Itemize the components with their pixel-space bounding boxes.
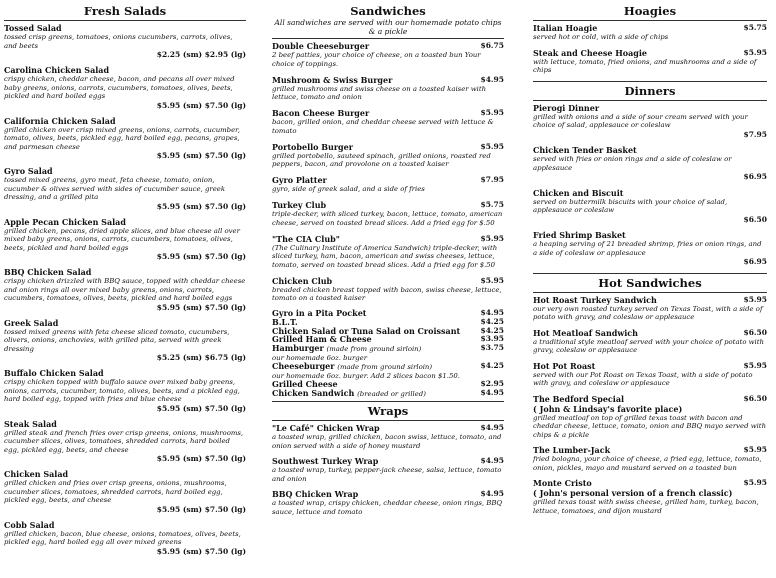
menu-item <box>4 419 246 464</box>
item-price: $5.95 (sm) $7.50 (lg) <box>156 504 246 514</box>
menu-item <box>4 166 246 211</box>
section-title-fresh-salads: Fresh Salads <box>83 4 167 18</box>
item-price: $5.95 (sm) $7.50 (lg) <box>156 151 246 160</box>
item-name: Hot Pot Roast <box>533 360 596 371</box>
item-price: $4.95 <box>480 423 504 433</box>
item-name: Pierogi Dinner <box>533 102 600 113</box>
menu-item <box>533 478 767 515</box>
item-name: Apple Pecan Chicken Salad <box>4 216 126 227</box>
item-name: Gyro Platter <box>272 175 327 185</box>
item-price: $5.75 <box>480 200 504 209</box>
menu-item <box>533 394 767 440</box>
item-name: Mushroom & Swiss Burger <box>272 74 393 85</box>
menu-item <box>533 361 767 388</box>
menu-item <box>533 295 767 322</box>
item-name: Bacon Cheese Burger <box>272 108 370 118</box>
section-title-hoagies: Hoagies <box>623 4 677 18</box>
menu-item <box>272 142 504 169</box>
item-description: crispy chicken topped with buffalo sauce over mixed baby greens, onions, carrots, cucumber, tomato, olives, beets, and a pickled egg, hard boiled egg, topped with fries and blue cheese <box>4 378 240 403</box>
item-price: $5.95 (sm) $7.50 (lg) <box>156 546 246 556</box>
item-subtitle: ( John & Lindsay's favorite place) <box>533 403 683 414</box>
item-price: $5.25 (sm) $6.75 (lg) <box>156 353 246 362</box>
item-price: $6.50 <box>743 214 767 224</box>
item-header-row <box>533 295 767 305</box>
item-price: $4.25 <box>480 316 504 326</box>
item-note: (breaded or grilled) <box>357 389 426 398</box>
section-divider <box>4 20 246 21</box>
item-name-group <box>272 389 475 399</box>
menu-item <box>272 309 504 318</box>
item-price: $5.95 <box>480 141 504 151</box>
section-divider <box>533 20 767 21</box>
section-divider <box>272 38 504 39</box>
item-name: Chicken Sandwich <box>272 387 355 398</box>
item-name: Grilled Cheese <box>272 379 338 390</box>
item-note: (made from ground sirloin) <box>337 363 433 372</box>
item-name: Chicken Salad <box>4 469 69 479</box>
item-name: Fried Shrimp Basket <box>533 230 626 240</box>
item-price: $6.95 <box>743 172 767 181</box>
item-header-row <box>272 344 504 354</box>
menu-item <box>4 520 246 557</box>
item-name: Chicken and Biscuit <box>533 187 624 198</box>
item-description: our very own roasted turkey served on Texas Toast, with a side of potato with gravy, and coleslaw or applesauce <box>533 304 763 321</box>
item-name: Portobello Burger <box>272 141 353 152</box>
menu-item <box>272 362 504 380</box>
menu-item <box>533 445 767 472</box>
menu-item <box>272 75 504 102</box>
item-name: Tossed Salad <box>4 23 62 33</box>
item-name: "The CIA Club" <box>272 233 340 244</box>
item-name: Hot Meatloaf Sandwich <box>533 327 638 338</box>
item-name: Buffalo Chicken Salad <box>4 368 104 378</box>
item-description: a traditional style meatloaf served with your choice of potato with gravy, coleslaw or applesauce <box>533 337 764 354</box>
item-name: The Lumber-Jack <box>533 445 611 455</box>
item-description: tossed crisp greens, tomatoes, onions cucumbers, carrots, olives, and beets <box>4 33 233 50</box>
item-header-row <box>533 23 767 33</box>
item-description: crispy chicken drizzled with BBQ sauce, topped with cheddar cheese and onion rings all over mixed baby greens, onions, carrots, cucumbers, tomatoes, olives, beets, pickled and hard boiled eggs <box>4 277 246 302</box>
item-price: $4.95 <box>480 387 504 397</box>
menu-item <box>272 234 504 270</box>
item-description: fried bologna, your choice of cheese, a fried egg, lettuce, tomato, onion, pickles, mayo and mustard served on a toasted bun <box>533 455 762 472</box>
menu-item <box>272 200 504 227</box>
item-name: BBQ Chicken Wrap <box>272 489 359 500</box>
item-description: grilled with onions and a side of sour cream served with your choice of salad, applesauce or coleslaw <box>533 112 748 129</box>
item-description: grilled chicken over crisp mixed greens, onions, carrots, cucumber, tomato, olives, beets, pickled egg, hard boiled egg, pecans, grapes, and parmesan cheese <box>4 125 240 151</box>
item-name: Double Cheeseburger <box>272 41 370 51</box>
menu-item <box>4 217 246 262</box>
menu-item <box>272 456 504 483</box>
item-name: BBQ Chicken Salad <box>4 267 92 277</box>
item-header-row <box>272 389 504 399</box>
item-price: $6.50 <box>743 327 767 337</box>
item-description: grilled meatloaf on top of grilled texas toast with bacon and cheddar cheese, lettuce, tomato, onion and BBQ mayo served with chips & a pickle <box>533 413 767 439</box>
item-description: served with fries or onion rings and a side of coleslaw or applesauce <box>533 155 732 172</box>
item-header-row <box>272 276 504 286</box>
item-description: with lettuce, tomato, fried onions, and mushrooms and a side of chips <box>533 57 757 74</box>
item-header-row <box>272 309 504 318</box>
menu-item <box>4 116 246 161</box>
item-description: grilled texas toast with swiss cheese, grilled ham, turkey, bacon, lettuce, tomatoes, and dijon mustard <box>533 498 759 515</box>
menu-item <box>533 23 767 42</box>
menu-item <box>533 188 767 225</box>
item-name: California Chicken Salad <box>4 115 116 126</box>
item-description: our homemade 6oz. burger. Add 2 slices bacon $1.50. <box>272 371 460 380</box>
item-description: served on buttermilk biscuits with your choice of salad, applesauce or coleslaw <box>533 197 728 214</box>
item-name: Italian Hoagie <box>533 23 598 33</box>
item-description: served hot or cold, with a side of chips <box>533 33 669 41</box>
item-name: Carolina Chicken Salad <box>4 65 110 75</box>
section-divider <box>533 273 767 274</box>
item-header-row <box>533 478 767 488</box>
item-name: Cobb Salad <box>4 519 55 530</box>
item-header-row <box>272 423 504 433</box>
item-price: $5.95 <box>480 108 504 117</box>
menu-item <box>4 318 246 363</box>
item-description: grilled chicken and fries over crisp greens, onions, mushrooms, cucumber slices, tomatoes, shredded carrots, hard boiled egg, pickled egg, beets, and cheese <box>4 479 227 504</box>
item-name-group <box>272 344 475 354</box>
item-description: breaded chicken breast topped with bacon, swiss cheese, lettuce, tomato on a toasted kaiser <box>272 285 502 302</box>
section-title-wraps: Wraps <box>367 404 409 419</box>
item-header-row <box>533 445 767 455</box>
item-name: Greek Salad <box>4 317 59 328</box>
menu-item <box>272 489 504 516</box>
item-header-row <box>272 175 504 185</box>
item-price: $4.95 <box>480 489 504 499</box>
item-note: (made from ground sirloin) <box>326 345 422 354</box>
item-name: The Bedford Special <box>533 393 625 404</box>
menu-item <box>4 469 246 514</box>
section-divider <box>533 81 767 82</box>
item-price: $5.95 <box>743 47 767 57</box>
item-description: crispy chicken, cheddar cheese, bacon, and pecans all over mixed baby greens, onions, carrots, cucumbers, tomatoes, olives, beets, pickled and hard boiled eggs <box>4 75 235 100</box>
menu-item <box>4 65 246 110</box>
sandwich-small-list <box>272 309 504 398</box>
item-description: grilled portobello, sauteed spinach, grilled onions, roasted red peppers, bacon, and provolone on a toasted kaiser <box>272 151 491 168</box>
item-header-row <box>272 41 504 51</box>
item-price: $5.95 <box>480 275 504 285</box>
item-header-row <box>272 234 504 244</box>
menu-item <box>533 145 767 182</box>
menu-item <box>4 267 246 312</box>
item-name: B.L.T. <box>272 316 298 327</box>
item-description: served with our Pot Roast on Texas Toast, with a side of potato with gravy, and coleslaw or applesauce <box>533 370 753 387</box>
item-price: $4.25 <box>480 361 504 371</box>
item-description: a toasted wrap, turkey, pepper-jack cheese, salsa, lettuce, tomato and onion <box>272 466 502 483</box>
item-header-row <box>272 362 504 372</box>
item-name: Grilled Ham & Cheese <box>272 334 372 345</box>
item-name: Cheeseburger <box>272 361 335 372</box>
item-price: $6.95 <box>743 257 767 266</box>
item-header-row <box>272 200 504 210</box>
item-price: $7.95 <box>743 129 767 139</box>
section-title-hot-sandwiches: Hot Sandwiches <box>598 275 702 290</box>
column-sandwiches <box>272 0 504 522</box>
item-price: $6.50 <box>743 393 767 403</box>
item-name: Turkey Club <box>272 200 327 210</box>
item-name: Hamburger <box>272 343 324 354</box>
item-price: $4.95 <box>480 308 504 317</box>
item-subtitle: ( John's personal version of a french classic) <box>533 488 733 498</box>
item-header-row <box>533 328 767 338</box>
item-price: $5.95 (sm) $7.50 (lg) <box>156 252 246 261</box>
menu-item <box>272 276 504 303</box>
salads-list <box>4 23 246 556</box>
item-header-row <box>272 142 504 152</box>
item-header-row <box>272 75 504 85</box>
item-description: a heaping serving of 21 breaded shrimp, fries or onion rings, and a side of coleslaw or applesauce <box>533 240 762 257</box>
item-description: gyro, side of greek salad, and a side of fries <box>272 185 425 193</box>
item-name: Steak Salad <box>4 418 57 429</box>
item-description: a toasted wrap, grilled chicken, bacon swiss, lettuce, tomato, and onion served with a side of honey mustard <box>272 433 502 450</box>
sandwich-list <box>272 41 504 303</box>
section-divider <box>533 100 767 101</box>
item-price: $5.75 <box>743 23 767 32</box>
column-hoagies-dinners <box>533 0 767 521</box>
item-price: $5.95 (sm) $7.50 (lg) <box>156 100 246 110</box>
menu-item <box>533 230 767 267</box>
item-price: $3.75 <box>480 343 504 353</box>
hoagies-list <box>533 23 767 75</box>
item-header-row <box>272 108 504 118</box>
section-divider <box>272 401 504 402</box>
item-description: a toasted wrap, crispy chicken, cheddar cheese, onion rings, BBQ sauce, lettuce and tomato <box>272 499 503 516</box>
item-description: tossed mixed greens, gyro meat, feta cheese, tomato, onion, cucumber & olives served with sides of cucumber sauce, greek dressing, and a grilled pita <box>4 176 226 201</box>
item-price: $7.95 <box>480 175 504 184</box>
menu-item <box>272 344 504 362</box>
item-header-row <box>533 394 767 404</box>
item-price: $5.95 (sm) $7.50 (lg) <box>156 302 246 312</box>
menu-item <box>533 328 767 355</box>
item-description: tossed mixed greens with feta cheese sliced tomato, cucumbers, olivers, onions, anchovies, with grilled pita, served with greek dressing <box>4 327 230 353</box>
item-name: Steak and Cheese Hoagie <box>533 47 647 58</box>
item-header-row <box>533 48 767 58</box>
menu-item <box>272 175 504 194</box>
item-price: $3.95 <box>480 334 504 344</box>
item-name: Gyro in a Pita Pocket <box>272 308 367 318</box>
item-price: $6.75 <box>480 41 504 50</box>
item-price: $4.25 <box>480 325 504 335</box>
section-divider <box>272 420 504 421</box>
item-price: $4.95 <box>480 74 504 84</box>
item-price: $5.95 <box>743 294 767 304</box>
item-description: grilled steak and french fries over crisp greens, onions, mushrooms, cucumber slices, olives, tomatoes, shredded carrots, hard boiled egg, pickled egg, beets, and cheese <box>4 428 244 454</box>
item-price: $5.95 (sm) $7.50 (lg) <box>156 403 246 413</box>
item-price: $5.95 (sm) $7.50 (lg) <box>156 201 246 211</box>
section-divider <box>533 292 767 293</box>
item-name: Chicken Tender Basket <box>533 145 637 155</box>
item-name: Monte Cristo <box>533 478 592 488</box>
item-price: $2.25 (sm) $2.95 (lg) <box>156 50 246 59</box>
item-name: "Le Café" Chicken Wrap <box>272 423 380 434</box>
menu-item <box>272 41 504 68</box>
item-description: grilled mushrooms and swiss cheese on a toasted kaiser with lettuce, tomato and onion <box>272 84 487 101</box>
item-description: triple-decker, with sliced turkey, bacon, lettuce, tomato, american cheese, served on toasted bread slices. Add a fried egg for $.50 <box>272 210 503 227</box>
menu-item <box>4 23 246 60</box>
item-price: $4.95 <box>480 456 504 466</box>
sandwiches-subtitle: All sandwiches are served with our homemade potato chips & a pickle <box>274 18 502 36</box>
menu-item <box>272 423 504 450</box>
menu-item <box>533 103 767 140</box>
item-name: Chicken Salad or Tuna Salad on Croissant <box>272 325 461 336</box>
column-fresh-salads <box>4 0 246 562</box>
item-description: grilled chicken, bacon, blue cheese, onions, tomatoes, olives, beets, pickled egg, hard boiled egg all over mixed greens <box>4 529 241 546</box>
menu-item <box>272 108 504 135</box>
section-title-sandwiches: Sandwiches <box>350 4 426 18</box>
item-description: (The Culinary Institute of America Sandwich) triple-decker, with sliced turkey, ham, bacon, american and swiss cheeses, lettuce, tomato, served on toasted bread slices. Add a fried egg for $.50 <box>272 243 498 269</box>
wraps-list <box>272 423 504 516</box>
item-description: 2 beef patties, your choice of cheese, on a toasted bun Your choice of toppings. <box>272 51 481 68</box>
menu-item <box>533 48 767 75</box>
item-price: $5.95 <box>480 233 504 243</box>
item-header-row <box>272 489 504 499</box>
item-price: $2.95 <box>480 379 504 389</box>
item-header-row <box>533 361 767 371</box>
item-price: $5.95 <box>743 360 767 370</box>
item-name: Southwest Turkey Wrap <box>272 456 379 467</box>
item-header-row <box>272 456 504 466</box>
item-description: bacon, grilled onion, and cheddar cheese served with lettuce & tomato <box>272 118 494 135</box>
item-name-group <box>272 362 475 372</box>
item-price: $5.95 <box>743 478 767 487</box>
item-price: $5.95 <box>743 445 767 454</box>
item-name: Hot Roast Turkey Sandwich <box>533 294 657 305</box>
item-name: Chicken Club <box>272 275 333 286</box>
menu-item <box>4 368 246 413</box>
item-description: our homemade 6oz. burger <box>272 353 368 362</box>
menu-item <box>272 389 504 399</box>
dinners-list <box>533 103 767 267</box>
item-price: $5.95 (sm) $7.50 (lg) <box>156 454 246 463</box>
hot-sandwiches-list <box>533 295 767 516</box>
item-description: grilled chicken, pecans, dried apple slices, and blue cheese all over mixed baby greens, onions, carrots, cucumbers, tomatoes, olives, beets, pickled and hard boiled eggs <box>4 226 240 252</box>
section-title-dinners: Dinners <box>624 83 676 98</box>
item-name-group <box>272 309 475 318</box>
item-name: Gyro Salad <box>4 166 53 176</box>
